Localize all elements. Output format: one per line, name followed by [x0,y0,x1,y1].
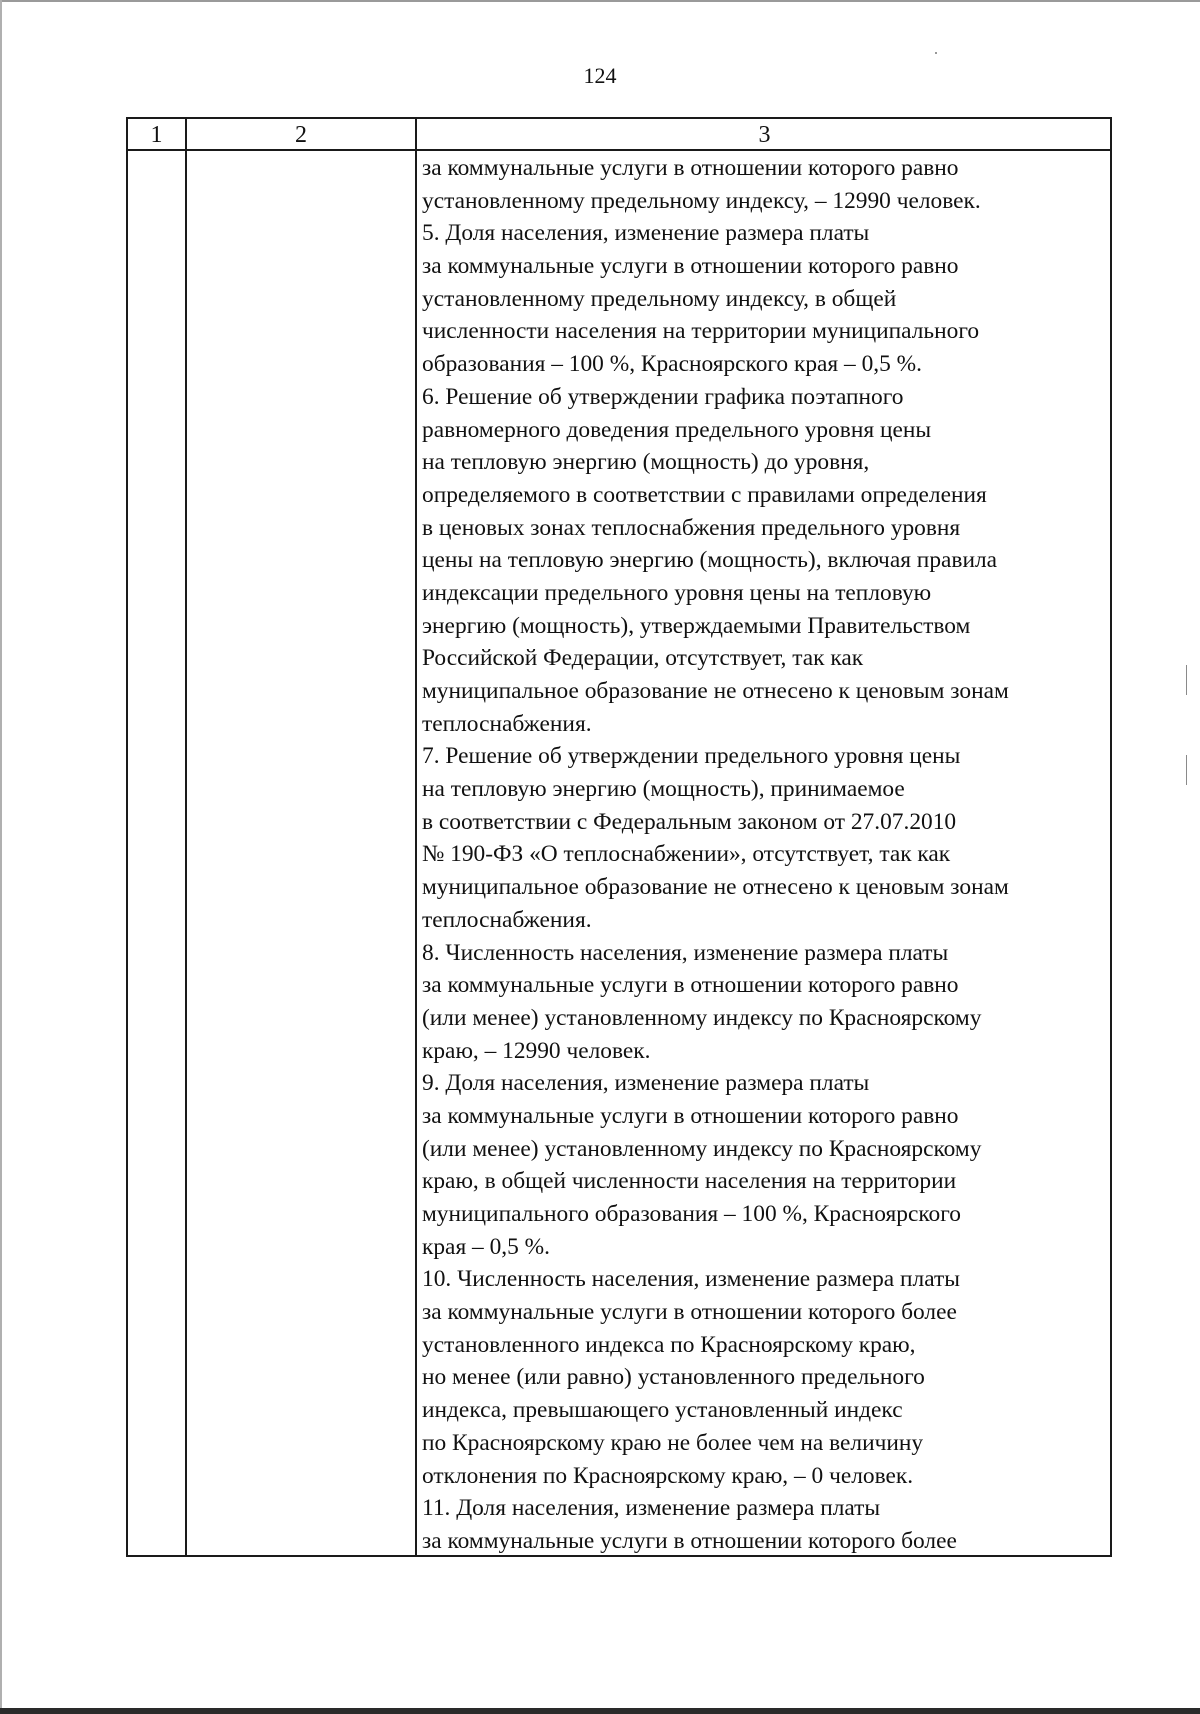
text-line: 6. Решение об утверждении графика поэтапного [422,383,904,410]
text-line: за коммунальные услуги в отношении которого равно [422,1102,959,1129]
text-line: 5. Доля населения, изменение размера платы [422,220,870,247]
text-line: равномерного доведения предельного уровня цены [422,416,932,443]
text-line: по Красноярскому краю не более чем на величину [422,1429,924,1456]
column-header-2: 2 [295,122,307,148]
document-table [126,117,1112,1557]
text-line: краю, в общей численности населения на территории [422,1168,957,1195]
text-line: (или менее) установленному индексу по Красноярскому [422,1004,982,1031]
text-line: за коммунальные услуги в отношении которого равно [422,155,959,181]
text-line: энергию (мощность), утверждаемыми Правительством [422,612,971,639]
text-line: на тепловую энергию (мощность) до уровня, [422,449,870,476]
text-line: в соответствии с Федеральным законом от 27.07.2010 [422,808,957,835]
text-line: установленному предельному индексу, – 12990 человек. [422,187,981,214]
text-line: в ценовых зонах теплоснабжения предельного уровня [422,514,961,541]
text-line: образования – 100 %, Красноярского края – 0,5 %. [422,351,922,378]
text-line: численности населения на территории муниципального [422,318,980,345]
page-number: 124 [583,63,617,88]
text-line: муниципального образования – 100 %, Красноярского [422,1201,961,1227]
text-line: за коммунальные услуги в отношении которого равно [422,253,959,280]
header-divider [128,149,1110,151]
column-divider-2 [415,119,417,1555]
text-line: за коммунальные услуги в отношении которого более [422,1299,957,1326]
text-line: муниципальное образование не отнесено к ценовым зонам [422,874,1009,901]
text-line: края – 0,5 %. [422,1233,551,1260]
text-line: на тепловую энергию (мощность), принимаемое [422,776,905,803]
text-line: 11. Доля населения, изменение размера платы [422,1495,881,1522]
text-line: № 190-ФЗ «О теплоснабжении», отсутствует, так как [422,841,951,868]
scan-edge-left [0,0,2,1714]
text-line: (или менее) установленному индексу по Красноярскому [422,1135,982,1162]
text-line: установленного индекса по Красноярскому краю, [422,1331,916,1358]
text-line: цены на тепловую энергию (мощность), включая правила [422,547,998,574]
text-line: но менее (или равно) установленного предельного [422,1364,925,1391]
text-line: установленному предельному индексу, в общей [422,285,897,312]
text-line: краю, – 12990 человек. [422,1037,651,1064]
text-line: индекса, превышающего установленный индекс [422,1397,903,1424]
margin-mark [1186,665,1187,695]
scan-edge-top [0,0,1200,2]
text-line: теплоснабжения. [422,906,592,933]
text-line: Российской Федерации, отсутствует, так как [422,645,864,672]
text-line: муниципальное образование не отнесено к ценовым зонам [422,678,1009,704]
text-line: определяемого в соответствии с правилами определения [422,481,987,508]
text-line: 7. Решение об утверждении предельного уровня цены [422,743,961,770]
column-divider-1 [185,119,187,1555]
column-header-1: 1 [150,122,163,148]
scan-speck [935,52,937,54]
column-3-content [422,152,1112,1558]
column-header-3: 3 [758,122,771,148]
text-line: 10. Численность населения, изменение размера платы [422,1266,960,1293]
text-line: отклонения по Красноярскому краю, – 0 человек. [422,1462,914,1489]
scan-edge-bottom [0,1708,1200,1714]
text-line: теплоснабжения. [422,710,592,737]
text-line: индексации предельного уровня цены на тепловую [422,579,932,606]
text-line: 8. Численность населения, изменение размера платы [422,939,949,966]
text-line: за коммунальные услуги в отношении которого равно [422,972,959,999]
text-line: 9. Доля населения, изменение размера платы [422,1070,870,1097]
margin-mark [1186,755,1187,785]
text-line: за коммунальные услуги в отношении которого более [422,1527,957,1554]
